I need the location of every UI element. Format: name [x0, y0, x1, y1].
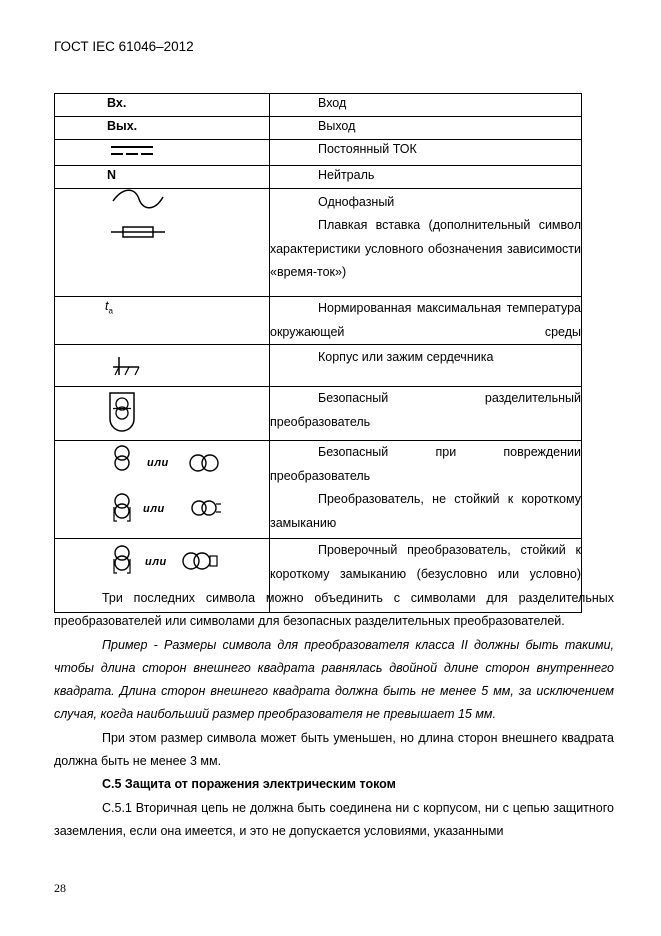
dc-symbol-icon — [55, 140, 269, 162]
paragraph-c51: С.5.1 Вторичная цепь не должна быть соединена ни с корпусом, ни с цепью защитного заземления, если она имеется, и это не допускается условиями, указанными — [54, 800, 614, 838]
or-label: или — [143, 503, 165, 515]
desc-input: Вход — [318, 96, 347, 110]
fail-safe-transformer-icons — [55, 441, 269, 535]
example-paragraph — [54, 634, 614, 727]
desc-fail-safe: Безопасный при повреждении преобразователь — [270, 445, 581, 483]
table-row — [55, 297, 582, 345]
table-row — [55, 345, 582, 387]
paragraph-combination: Три последних символа можно объединить с символами для разделительных преобразователей или символами для безопасных разделительных преобразователей. — [54, 591, 614, 629]
desc-frame: Корпус или зажим сердечника — [318, 350, 494, 364]
page-number: 28 — [54, 881, 66, 895]
body-text — [54, 587, 614, 843]
table-row — [55, 441, 582, 539]
table-row — [55, 117, 582, 140]
frame-terminal-icon — [55, 345, 269, 383]
paragraph-reduction: При этом размер символа может быть уменьшен, но длина сторон внешнего квадрата должна быть не менее 3 мм. — [54, 730, 614, 769]
example-text: Размеры символа для преобразователя класса II должны быть такими, чтобы длина сторон внешнего квадрата равнялась двойной длине сторон внутреннего квадрата. Длина сторон внешнего квадрата должна быть не менее 5 мм, за исключением случая, когда наибольший размер преобразователя не превышает 15 мм. — [54, 637, 614, 722]
desc-safety-isolating: Безопасный разделительный преобразователь — [270, 391, 581, 429]
desc-single-phase: Однофазный — [318, 195, 395, 209]
document-header: ГОСТ IEC 61046–2012 — [54, 39, 194, 54]
table-row — [55, 166, 582, 189]
table-row — [55, 189, 582, 297]
symbol-input: Вх. — [107, 96, 127, 110]
safety-isolating-transformer-icon — [55, 387, 269, 437]
table-row — [55, 94, 582, 117]
symbols-table — [54, 93, 582, 613]
desc-neutral: Нейтраль — [318, 168, 375, 182]
desc-dc: Постоянный ТОК — [318, 142, 417, 156]
desc-non-short-circuit-proof: Преобразователь, не стойкий к короткому замыканию — [270, 492, 581, 530]
table-row — [55, 140, 582, 166]
symbol-ambient-temp: $t_a$ — [105, 299, 113, 316]
section-heading: С.5 Защита от поражения электрическим током — [102, 777, 396, 792]
example-label: Пример - — [102, 637, 158, 652]
desc-short-circuit-proof: Проверочный преобразователь, стойкий к короткому замыканию (безусловно или условно) — [270, 543, 581, 581]
sine-wave-icon — [113, 190, 163, 208]
or-label: или — [145, 556, 167, 568]
desc-fuse: Плавкая вставка (дополнительный символ характеристики условного обозначения зависимости «время-ток») — [270, 218, 581, 279]
desc-ambient-temp: Нормированная максимальная температура окружающей среды — [270, 301, 581, 339]
table-row — [55, 387, 582, 441]
or-label: или — [147, 457, 169, 469]
single-phase-and-fuse-icons — [55, 189, 269, 293]
symbol-output: Вых. — [107, 119, 138, 133]
symbol-neutral: N — [107, 168, 117, 182]
desc-output: Выход — [318, 119, 356, 133]
